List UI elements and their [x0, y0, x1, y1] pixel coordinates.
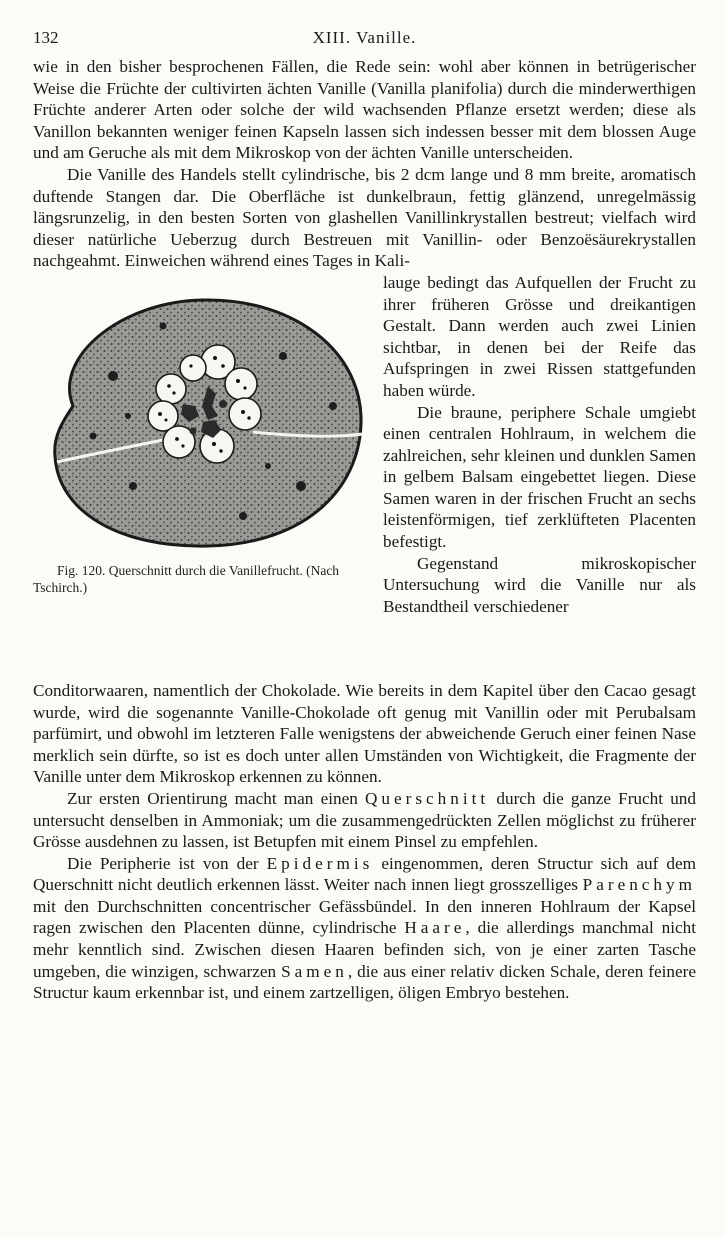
running-head: XIII. Vanille.	[312, 28, 417, 47]
paragraph-4-start: Gegenstand mikroskopischer Untersuchung wird die Vanille nur als Bestandtheil verschiedener	[383, 553, 696, 616]
figure-caption: Fig. 120. Querschnitt durch die Vanillefrucht. (Nach Tschirch.)	[33, 562, 340, 595]
term-haare: Haare	[404, 918, 466, 938]
page-header	[33, 28, 696, 56]
p6-text-d: , die allerdings manchmal nicht mehr kenntlich sind. Zwischen diesen Haaren befinden sich, von je einer zarten Tasche umgeben, die winzigen, schwarzen	[33, 918, 697, 981]
p5-text-a: Zur ersten Orientirung macht man einen	[67, 788, 358, 808]
figure-120	[33, 286, 373, 596]
p6-text-e: , die aus einer relativ dicken Schale, deren feinere Structur kaum erkennbar ist, und einem zartzelligen, öligen Embryo bestehen.	[33, 961, 696, 1003]
paragraph-6	[33, 853, 696, 1004]
p6-text-c: mit den Durchschnitten concentrischer Gefässbündel. In den inneren Hohlraum der Kapsel ragen zwischen den Placenten dünne, cylindrische	[33, 896, 696, 938]
term-parenchym: Parenchym	[582, 875, 696, 895]
paragraph-2-continued: lauge bedingt das Aufquellen der Frucht zu ihrer früheren Grösse und dreikantigen Gestalt. Dann werden auch zwei Linien sichtbar, in denen bei der Reife das Aufspringen in zwei Rissen stattgefunden haben würde.	[383, 272, 696, 400]
p6-text-a: Die Peripherie ist von der	[67, 853, 259, 873]
paragraph-3: Die braune, periphere Schale umgiebt einen centralen Hohlraum, in welchem die zahlreichen, sehr kleinen und dunklen Samen in gelbem Balsam eingebettet liegen. Diese Samen waren in der frischen Frucht an sechs leistenförmigen, tief zerklüfteten Placenten befestigt.	[383, 402, 696, 552]
book-page	[33, 28, 696, 1004]
paragraph-1: wie in den bisher besprochenen Fällen, die Rede sein: wohl aber können in betrügerischer Weise die Früchte der cultivirten ächten Vanille (Vanilla planifolia) durch die minderwerthigen Früchte anderer Arten oder solche der wild wachsenden Pflanze ersetzt werden; diese als Vanillon bekannten weniger feinen Kapseln lassen sich indessen besser mit dem blossen Auge und am Geruche als mit dem Mikroskop von der ächten Vanille unterscheiden.	[33, 57, 696, 163]
term-querschnitt: Querschnitt	[364, 788, 490, 808]
paragraph-4-continued: Conditorwaaren, namentlich der Chokolade. Wie bereits in dem Kapitel über den Cacao gesagt wurde, wird die sogenannte Vanille-Chokolade oft genug mit Vanillin oder mit Perubalsam parfümirt, und obwohl im letzteren Falle wenigstens der abweichende Geruch einer feinen Nase merklich sein dürfte, so ist es doch unter allen Umständen von Wichtigkeit, die Fragmente der Vanille unter dem Mikroskop erkennen zu können.	[33, 680, 696, 787]
term-epidermis: Epidermis	[266, 853, 374, 873]
p6-text-b: eingenommen, deren Structur sich auf dem Querschnitt nicht deutlich erkennen lässt. Weiter nach innen liegt grosszelliges	[33, 853, 696, 895]
figure-wrap-block	[33, 272, 696, 680]
paragraph-5	[33, 788, 696, 853]
vanilla-cross-section-illustration	[33, 286, 373, 554]
page-number: 132	[33, 28, 59, 47]
p5-text-b: durch die ganze Frucht und untersucht denselben in Ammoniak; um die zusammengedrückten Zellen möglichst zu früherer Grösse ausdehnen zu lassen, ist Betupfen mit einem Pinsel zu empfehlen.	[33, 788, 696, 852]
paragraph-2: Die Vanille des Handels stellt cylindrische, bis 2 dcm lange und 8 mm breite, aromatisch duftende Stangen dar. Die Oberfläche ist dunkelbraun, fettig glänzend, unregelmässig längsrunzelig, in den besten Sorten von glashellen Vanillinkrystallen bestreut; vielfach wird dieser natürliche Ueberzug durch Bestreuen mit Vanillin- oder Benzoësäurekrystallen nachgeahmt. Einweichen während eines Tages in Kali-	[33, 164, 696, 271]
term-samen: Samen	[281, 961, 348, 981]
wrapped-text-column	[383, 272, 696, 618]
